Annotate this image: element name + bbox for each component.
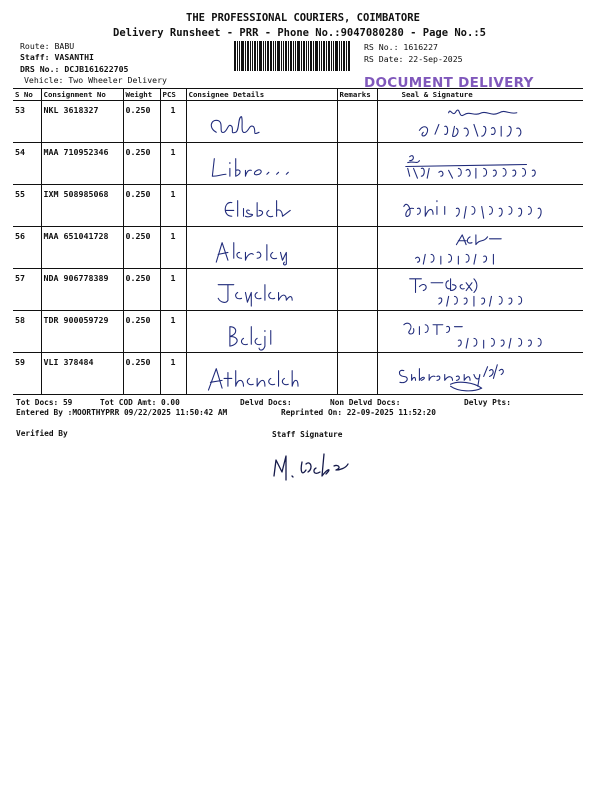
row-remarks — [337, 143, 377, 185]
row-pcs: 1 — [160, 185, 186, 227]
row-consignment: NDA 906778389 — [41, 269, 123, 311]
row-sno: 54 — [13, 143, 41, 185]
row-consignment: IXM 508985068 — [41, 185, 123, 227]
row-pcs: 1 — [160, 311, 186, 353]
row-remarks — [337, 311, 377, 353]
entered-by: Entered By :MOORTHYPRR 09/22/2025 11:50:42 AM — [16, 408, 228, 417]
non-delvd-docs: Non Delvd Docs: — [330, 398, 401, 407]
table-row — [13, 269, 583, 311]
consignee-signature — [186, 269, 337, 311]
seal-signature — [377, 269, 583, 311]
row-remarks — [337, 269, 377, 311]
reprinted-on: Reprinted On: 22-09-2025 11:52:20 — [281, 408, 436, 417]
seal-signature — [377, 185, 583, 227]
row-consignment: MAA 710952346 — [41, 143, 123, 185]
row-remarks — [337, 353, 377, 395]
seal-signature — [377, 143, 583, 185]
staff-signature-label: Staff Signature — [272, 430, 343, 439]
seal-signature — [377, 227, 583, 269]
row-pcs: 1 — [160, 101, 186, 143]
table-header-row — [13, 89, 583, 101]
runsheet-table — [13, 88, 583, 395]
row-sno: 53 — [13, 101, 41, 143]
row-sno: 56 — [13, 227, 41, 269]
seal-signature — [377, 353, 583, 395]
row-pcs: 1 — [160, 143, 186, 185]
staff-signature — [262, 446, 362, 486]
row-weight: 0.250 — [123, 311, 160, 353]
barcode — [234, 41, 360, 71]
seal-signature — [377, 101, 583, 143]
rs-number: RS No.: 1616227 — [364, 42, 438, 52]
table-row — [13, 101, 583, 143]
row-pcs: 1 — [160, 227, 186, 269]
consignee-signature — [186, 227, 337, 269]
col-header-consignment: Consignment No — [41, 89, 123, 101]
col-header-sno: S No — [13, 89, 41, 101]
tot-docs: Tot Docs: 59 — [16, 398, 73, 407]
runsheet-subtitle: Delivery Runsheet - PRR - Phone No.:9047080280 - Page No.:5 — [113, 27, 486, 39]
row-consignment: NKL 3618327 — [41, 101, 123, 143]
row-pcs: 1 — [160, 269, 186, 311]
row-weight: 0.250 — [123, 227, 160, 269]
delvd-docs: Delvd Docs: — [240, 398, 292, 407]
row-sno: 59 — [13, 353, 41, 395]
consignee-signature — [186, 311, 337, 353]
row-consignment: MAA 651041728 — [41, 227, 123, 269]
delvy-pts: Delvy Pts: — [464, 398, 511, 407]
row-pcs: 1 — [160, 353, 186, 395]
drs-number: DRS No.: DCJB161622705 — [20, 64, 129, 74]
row-remarks — [337, 227, 377, 269]
row-consignment: TDR 900059729 — [41, 311, 123, 353]
col-header-seal: Seal & Signature — [377, 89, 583, 101]
table-row — [13, 227, 583, 269]
table-row — [13, 143, 583, 185]
row-weight: 0.250 — [123, 269, 160, 311]
company-title: THE PROFESSIONAL COURIERS, COIMBATORE — [186, 12, 420, 24]
col-header-consignee: Consignee Details — [186, 89, 337, 101]
consignee-signature — [186, 185, 337, 227]
col-header-pcs: PCS — [160, 89, 186, 101]
document-delivery-stamp: DOCUMENT DELIVERY — [364, 75, 534, 91]
row-weight: 0.250 — [123, 101, 160, 143]
row-sno: 57 — [13, 269, 41, 311]
table-row — [13, 353, 583, 395]
row-remarks — [337, 101, 377, 143]
consignee-signature — [186, 143, 337, 185]
staff-label: Staff: VASANTHI — [20, 52, 94, 62]
consignee-signature — [186, 101, 337, 143]
row-weight: 0.250 — [123, 143, 160, 185]
table-row — [13, 185, 583, 227]
verified-by: Verified By — [16, 429, 68, 438]
row-remarks — [337, 185, 377, 227]
row-consignment: VLI 378484 — [41, 353, 123, 395]
consignee-signature — [186, 353, 337, 395]
col-header-weight: Weight — [123, 89, 160, 101]
seal-signature — [377, 311, 583, 353]
col-header-remarks: Remarks — [337, 89, 377, 101]
tot-cod-amt: Tot COD Amt: 0.00 — [100, 398, 180, 407]
rs-date: RS Date: 22-Sep-2025 — [364, 54, 463, 64]
vehicle-label: Vehicle: Two Wheeler Delivery — [24, 75, 167, 85]
route-label: Route: BABU — [20, 41, 75, 51]
row-sno: 58 — [13, 311, 41, 353]
row-sno: 55 — [13, 185, 41, 227]
table-row — [13, 311, 583, 353]
row-weight: 0.250 — [123, 353, 160, 395]
row-weight: 0.250 — [123, 185, 160, 227]
